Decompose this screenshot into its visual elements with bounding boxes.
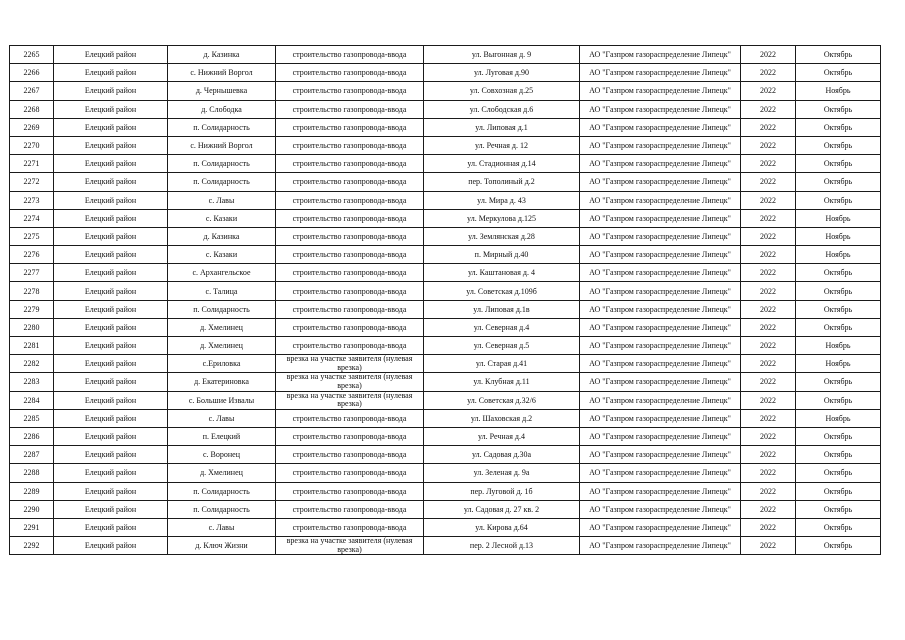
- address-cell: ул. Выгонная д. 9: [424, 46, 580, 64]
- address-cell: ул. Луговая д.90: [424, 64, 580, 82]
- year-cell: 2022: [741, 173, 796, 191]
- district-cell: Елецкий район: [54, 64, 168, 82]
- locality-cell: с. Казаки: [168, 246, 276, 264]
- address-cell: ул. Садовая д. 27 кв. 2: [424, 500, 580, 518]
- month-cell: Октябрь: [796, 282, 881, 300]
- table-row: [10, 246, 881, 264]
- locality-cell: с. Большие Извалы: [168, 391, 276, 409]
- gas-connection-table: [9, 45, 881, 555]
- work-type-cell: строительство газопровода-ввода: [276, 173, 424, 191]
- locality-cell: д. Казинка: [168, 227, 276, 245]
- locality-cell: с. Талица: [168, 282, 276, 300]
- district-cell: Елецкий район: [54, 118, 168, 136]
- year-cell: 2022: [741, 537, 796, 555]
- district-cell: Елецкий район: [54, 518, 168, 536]
- address-cell: ул. Советская д.109б: [424, 282, 580, 300]
- work-type-cell: строительство газопровода-ввода: [276, 118, 424, 136]
- organization-cell: АО "Газпром газораспределение Липецк": [580, 391, 741, 409]
- district-cell: Елецкий район: [54, 209, 168, 227]
- table-row: [10, 264, 881, 282]
- locality-cell: д. Хмелинец: [168, 337, 276, 355]
- year-cell: 2022: [741, 482, 796, 500]
- work-type-cell: строительство газопровода-ввода: [276, 191, 424, 209]
- district-cell: Елецкий район: [54, 264, 168, 282]
- month-cell: Октябрь: [796, 464, 881, 482]
- district-cell: Елецкий район: [54, 227, 168, 245]
- row-number-cell: 2265: [10, 46, 54, 64]
- work-type-cell: строительство газопровода-ввода: [276, 46, 424, 64]
- address-cell: ул. Северная д.4: [424, 318, 580, 336]
- organization-cell: АО "Газпром газораспределение Липецк": [580, 118, 741, 136]
- month-cell: Октябрь: [796, 391, 881, 409]
- district-cell: Елецкий район: [54, 446, 168, 464]
- address-cell: пер. Луговой д. 1б: [424, 482, 580, 500]
- table-row: [10, 518, 881, 536]
- organization-cell: АО "Газпром газораспределение Липецк": [580, 100, 741, 118]
- work-type-cell: строительство газопровода-ввода: [276, 482, 424, 500]
- organization-cell: АО "Газпром газораспределение Липецк": [580, 518, 741, 536]
- locality-cell: с. Лавы: [168, 191, 276, 209]
- table-row: [10, 100, 881, 118]
- locality-cell: п. Солидарность: [168, 300, 276, 318]
- month-cell: Ноябрь: [796, 82, 881, 100]
- district-cell: Елецкий район: [54, 46, 168, 64]
- organization-cell: АО "Газпром газораспределение Липецк": [580, 355, 741, 373]
- district-cell: Елецкий район: [54, 318, 168, 336]
- table-body: [10, 46, 881, 555]
- district-cell: Елецкий район: [54, 537, 168, 555]
- year-cell: 2022: [741, 136, 796, 154]
- organization-cell: АО "Газпром газораспределение Липецк": [580, 227, 741, 245]
- organization-cell: АО "Газпром газораспределение Липецк": [580, 464, 741, 482]
- work-type-cell: врезка на участке заявителя (нулевая врезка): [276, 373, 424, 391]
- district-cell: Елецкий район: [54, 82, 168, 100]
- year-cell: 2022: [741, 118, 796, 136]
- month-cell: Ноябрь: [796, 209, 881, 227]
- organization-cell: АО "Газпром газораспределение Липецк": [580, 46, 741, 64]
- locality-cell: с. Нижний Воргол: [168, 136, 276, 154]
- district-cell: Елецкий район: [54, 464, 168, 482]
- address-cell: пер. 2 Лесной д.13: [424, 537, 580, 555]
- address-cell: ул. Меркулова д.125: [424, 209, 580, 227]
- row-number-cell: 2271: [10, 155, 54, 173]
- table-row: [10, 482, 881, 500]
- table-row: [10, 464, 881, 482]
- district-cell: Елецкий район: [54, 282, 168, 300]
- work-type-cell: строительство газопровода-ввода: [276, 500, 424, 518]
- work-type-cell: врезка на участке заявителя (нулевая врезка): [276, 537, 424, 555]
- year-cell: 2022: [741, 82, 796, 100]
- row-number-cell: 2285: [10, 409, 54, 427]
- year-cell: 2022: [741, 355, 796, 373]
- district-cell: Елецкий район: [54, 355, 168, 373]
- address-cell: ул. Речная д.4: [424, 427, 580, 445]
- table-row: [10, 373, 881, 391]
- work-type-cell: врезка на участке заявителя (нулевая врезка): [276, 391, 424, 409]
- work-type-cell: строительство газопровода-ввода: [276, 246, 424, 264]
- address-cell: ул. Речная д. 12: [424, 136, 580, 154]
- district-cell: Елецкий район: [54, 173, 168, 191]
- row-number-cell: 2281: [10, 337, 54, 355]
- work-type-cell: строительство газопровода-ввода: [276, 318, 424, 336]
- work-type-cell: строительство газопровода-ввода: [276, 446, 424, 464]
- district-cell: Елецкий район: [54, 500, 168, 518]
- work-type-cell: строительство газопровода-ввода: [276, 136, 424, 154]
- row-number-cell: 2290: [10, 500, 54, 518]
- locality-cell: п. Солидарность: [168, 173, 276, 191]
- table-row: [10, 136, 881, 154]
- organization-cell: АО "Газпром газораспределение Липецк": [580, 318, 741, 336]
- locality-cell: с. Лавы: [168, 518, 276, 536]
- month-cell: Октябрь: [796, 373, 881, 391]
- row-number-cell: 2274: [10, 209, 54, 227]
- year-cell: 2022: [741, 446, 796, 464]
- address-cell: ул. Старая д.41: [424, 355, 580, 373]
- organization-cell: АО "Газпром газораспределение Липецк": [580, 373, 741, 391]
- organization-cell: АО "Газпром газораспределение Липецк": [580, 446, 741, 464]
- year-cell: 2022: [741, 409, 796, 427]
- table-row: [10, 227, 881, 245]
- work-type-cell: строительство газопровода-ввода: [276, 155, 424, 173]
- table-row: [10, 173, 881, 191]
- table-row: [10, 282, 881, 300]
- table-row: [10, 537, 881, 555]
- month-cell: Октябрь: [796, 264, 881, 282]
- district-cell: Елецкий район: [54, 300, 168, 318]
- locality-cell: д. Екатериновка: [168, 373, 276, 391]
- row-number-cell: 2292: [10, 537, 54, 555]
- address-cell: ул. Северная д.5: [424, 337, 580, 355]
- month-cell: Октябрь: [796, 537, 881, 555]
- locality-cell: с. Казаки: [168, 209, 276, 227]
- row-number-cell: 2289: [10, 482, 54, 500]
- address-cell: ул. Шаховская д.2: [424, 409, 580, 427]
- work-type-cell: строительство газопровода-ввода: [276, 337, 424, 355]
- address-cell: ул. Землянская д.28: [424, 227, 580, 245]
- work-type-cell: строительство газопровода-ввода: [276, 282, 424, 300]
- organization-cell: АО "Газпром газораспределение Липецк": [580, 173, 741, 191]
- work-type-cell: строительство газопровода-ввода: [276, 427, 424, 445]
- table-row: [10, 155, 881, 173]
- locality-cell: п. Солидарность: [168, 118, 276, 136]
- row-number-cell: 2273: [10, 191, 54, 209]
- month-cell: Ноябрь: [796, 337, 881, 355]
- locality-cell: д. Ключ Жизни: [168, 537, 276, 555]
- month-cell: Октябрь: [796, 427, 881, 445]
- address-cell: ул. Клубная д.11: [424, 373, 580, 391]
- address-cell: ул. Совхозная д.25: [424, 82, 580, 100]
- work-type-cell: строительство газопровода-ввода: [276, 264, 424, 282]
- locality-cell: д. Казинка: [168, 46, 276, 64]
- locality-cell: с.Ериловка: [168, 355, 276, 373]
- district-cell: Елецкий район: [54, 337, 168, 355]
- organization-cell: АО "Газпром газораспределение Липецк": [580, 264, 741, 282]
- row-number-cell: 2275: [10, 227, 54, 245]
- table-row: [10, 337, 881, 355]
- row-number-cell: 2288: [10, 464, 54, 482]
- organization-cell: АО "Газпром газораспределение Липецк": [580, 537, 741, 555]
- year-cell: 2022: [741, 500, 796, 518]
- table-row: [10, 64, 881, 82]
- work-type-cell: строительство газопровода-ввода: [276, 64, 424, 82]
- row-number-cell: 2276: [10, 246, 54, 264]
- organization-cell: АО "Газпром газораспределение Липецк": [580, 64, 741, 82]
- year-cell: 2022: [741, 100, 796, 118]
- year-cell: 2022: [741, 518, 796, 536]
- row-number-cell: 2269: [10, 118, 54, 136]
- month-cell: Октябрь: [796, 446, 881, 464]
- table-row: [10, 391, 881, 409]
- organization-cell: АО "Газпром газораспределение Липецк": [580, 500, 741, 518]
- address-cell: ул. Липовая д.1в: [424, 300, 580, 318]
- month-cell: Октябрь: [796, 155, 881, 173]
- row-number-cell: 2268: [10, 100, 54, 118]
- table-row: [10, 446, 881, 464]
- row-number-cell: 2287: [10, 446, 54, 464]
- work-type-cell: строительство газопровода-ввода: [276, 100, 424, 118]
- district-cell: Елецкий район: [54, 246, 168, 264]
- row-number-cell: 2282: [10, 355, 54, 373]
- row-number-cell: 2280: [10, 318, 54, 336]
- work-type-cell: строительство газопровода-ввода: [276, 227, 424, 245]
- year-cell: 2022: [741, 227, 796, 245]
- month-cell: Октябрь: [796, 64, 881, 82]
- table-row: [10, 427, 881, 445]
- work-type-cell: строительство газопровода-ввода: [276, 518, 424, 536]
- table-row: [10, 82, 881, 100]
- year-cell: 2022: [741, 264, 796, 282]
- row-number-cell: 2291: [10, 518, 54, 536]
- district-cell: Елецкий район: [54, 191, 168, 209]
- district-cell: Елецкий район: [54, 391, 168, 409]
- month-cell: Октябрь: [796, 173, 881, 191]
- organization-cell: АО "Газпром газораспределение Липецк": [580, 82, 741, 100]
- table-row: [10, 355, 881, 373]
- year-cell: 2022: [741, 464, 796, 482]
- year-cell: 2022: [741, 391, 796, 409]
- work-type-cell: строительство газопровода-ввода: [276, 464, 424, 482]
- locality-cell: д. Чернышевка: [168, 82, 276, 100]
- row-number-cell: 2283: [10, 373, 54, 391]
- work-type-cell: строительство газопровода-ввода: [276, 82, 424, 100]
- address-cell: ул. Советская д.32/6: [424, 391, 580, 409]
- district-cell: Елецкий район: [54, 155, 168, 173]
- locality-cell: п. Елецкий: [168, 427, 276, 445]
- district-cell: Елецкий район: [54, 482, 168, 500]
- district-cell: Елецкий район: [54, 373, 168, 391]
- month-cell: Ноябрь: [796, 246, 881, 264]
- organization-cell: АО "Газпром газораспределение Липецк": [580, 427, 741, 445]
- table-row: [10, 46, 881, 64]
- address-cell: ул. Липовая д.1: [424, 118, 580, 136]
- month-cell: Ноябрь: [796, 227, 881, 245]
- row-number-cell: 2277: [10, 264, 54, 282]
- address-cell: п. Мирный д.40: [424, 246, 580, 264]
- month-cell: Октябрь: [796, 500, 881, 518]
- organization-cell: АО "Газпром газораспределение Липецк": [580, 209, 741, 227]
- year-cell: 2022: [741, 373, 796, 391]
- locality-cell: с. Лавы: [168, 409, 276, 427]
- year-cell: 2022: [741, 155, 796, 173]
- locality-cell: д. Слободка: [168, 100, 276, 118]
- year-cell: 2022: [741, 191, 796, 209]
- work-type-cell: строительство газопровода-ввода: [276, 409, 424, 427]
- district-cell: Елецкий район: [54, 409, 168, 427]
- month-cell: Октябрь: [796, 191, 881, 209]
- row-number-cell: 2266: [10, 64, 54, 82]
- address-cell: ул. Мира д. 43: [424, 191, 580, 209]
- row-number-cell: 2279: [10, 300, 54, 318]
- district-cell: Елецкий район: [54, 100, 168, 118]
- row-number-cell: 2278: [10, 282, 54, 300]
- month-cell: Октябрь: [796, 318, 881, 336]
- row-number-cell: 2272: [10, 173, 54, 191]
- table-row: [10, 191, 881, 209]
- table-row: [10, 209, 881, 227]
- address-cell: ул. Слободская д.6: [424, 100, 580, 118]
- row-number-cell: 2286: [10, 427, 54, 445]
- month-cell: Ноябрь: [796, 355, 881, 373]
- work-type-cell: врезка на участке заявителя (нулевая врезка): [276, 355, 424, 373]
- locality-cell: с. Нижний Воргол: [168, 64, 276, 82]
- organization-cell: АО "Газпром газораспределение Липецк": [580, 300, 741, 318]
- organization-cell: АО "Газпром газораспределение Липецк": [580, 246, 741, 264]
- address-cell: ул. Зеленая д. 9а: [424, 464, 580, 482]
- month-cell: Октябрь: [796, 100, 881, 118]
- month-cell: Октябрь: [796, 118, 881, 136]
- year-cell: 2022: [741, 246, 796, 264]
- address-cell: ул. Стадионная д.14: [424, 155, 580, 173]
- year-cell: 2022: [741, 427, 796, 445]
- organization-cell: АО "Газпром газораспределение Липецк": [580, 136, 741, 154]
- address-cell: пер. Тополиный д.2: [424, 173, 580, 191]
- work-type-cell: строительство газопровода-ввода: [276, 209, 424, 227]
- month-cell: Октябрь: [796, 300, 881, 318]
- organization-cell: АО "Газпром газораспределение Липецк": [580, 482, 741, 500]
- year-cell: 2022: [741, 64, 796, 82]
- organization-cell: АО "Газпром газораспределение Липецк": [580, 337, 741, 355]
- month-cell: Октябрь: [796, 136, 881, 154]
- district-cell: Елецкий район: [54, 136, 168, 154]
- row-number-cell: 2284: [10, 391, 54, 409]
- locality-cell: п. Солидарность: [168, 500, 276, 518]
- year-cell: 2022: [741, 282, 796, 300]
- organization-cell: АО "Газпром газораспределение Липецк": [580, 155, 741, 173]
- address-cell: ул. Кирова д.64: [424, 518, 580, 536]
- row-number-cell: 2270: [10, 136, 54, 154]
- table-row: [10, 500, 881, 518]
- address-cell: ул. Каштановая д. 4: [424, 264, 580, 282]
- locality-cell: с. Архангельское: [168, 264, 276, 282]
- month-cell: Октябрь: [796, 46, 881, 64]
- organization-cell: АО "Газпром газораспределение Липецк": [580, 409, 741, 427]
- table-row: [10, 409, 881, 427]
- table-row: [10, 318, 881, 336]
- locality-cell: д. Хмелинец: [168, 464, 276, 482]
- locality-cell: п. Солидарность: [168, 155, 276, 173]
- month-cell: Ноябрь: [796, 409, 881, 427]
- month-cell: Октябрь: [796, 518, 881, 536]
- locality-cell: п. Солидарность: [168, 482, 276, 500]
- locality-cell: д. Хмелинец: [168, 318, 276, 336]
- work-type-cell: строительство газопровода-ввода: [276, 300, 424, 318]
- year-cell: 2022: [741, 46, 796, 64]
- address-cell: ул. Садовая д.30а: [424, 446, 580, 464]
- table-row: [10, 300, 881, 318]
- month-cell: Октябрь: [796, 482, 881, 500]
- row-number-cell: 2267: [10, 82, 54, 100]
- locality-cell: с. Воронец: [168, 446, 276, 464]
- organization-cell: АО "Газпром газораспределение Липецк": [580, 282, 741, 300]
- organization-cell: АО "Газпром газораспределение Липецк": [580, 191, 741, 209]
- year-cell: 2022: [741, 300, 796, 318]
- year-cell: 2022: [741, 337, 796, 355]
- year-cell: 2022: [741, 209, 796, 227]
- table-row: [10, 118, 881, 136]
- year-cell: 2022: [741, 318, 796, 336]
- district-cell: Елецкий район: [54, 427, 168, 445]
